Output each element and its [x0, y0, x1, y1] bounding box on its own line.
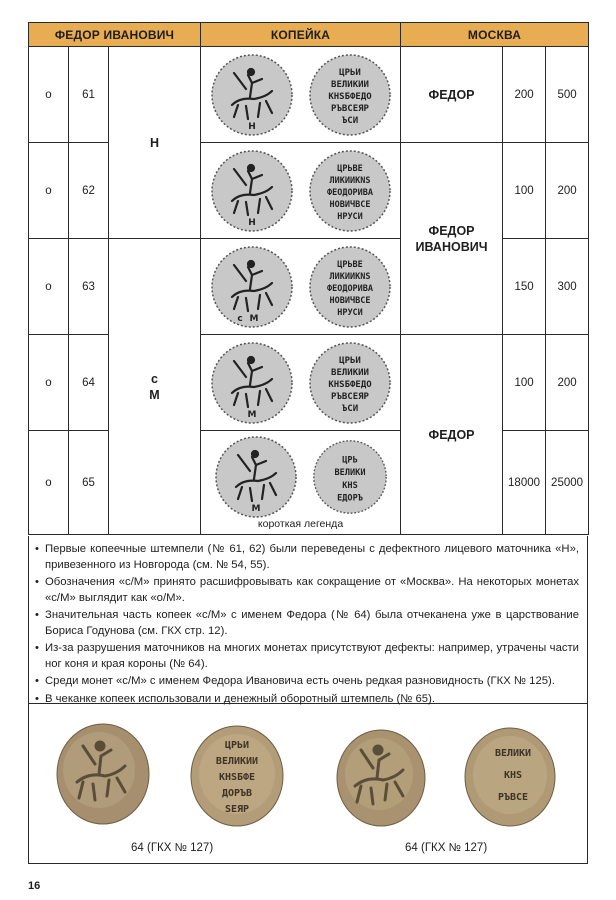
legend-line: ЪСИ [341, 403, 358, 414]
legend-line: НОВИЧВСЕ [329, 295, 371, 306]
coin-mark: М [251, 503, 261, 514]
legend-line: ФЕДОР [428, 223, 475, 238]
price-cell: 200 [503, 47, 546, 143]
price-cell: 300 [546, 239, 589, 335]
price-cell: 150 [503, 239, 546, 335]
obverse-coin-61 [210, 53, 294, 137]
photo-reverse-left [189, 724, 285, 828]
number-cell: 65 [69, 431, 109, 535]
number-cell: 63 [69, 239, 109, 335]
legend-cell-fedor-ivanovich [401, 143, 503, 335]
reverse-coin-65 [312, 439, 388, 515]
legend-line: РЪВСЕ [497, 792, 529, 803]
coin-mark: М [249, 313, 259, 324]
coin-images-61 [201, 47, 401, 143]
legend-line: ЦРЬВЕ [336, 163, 363, 174]
coin-images-62 [201, 143, 401, 239]
reverse-coin-63 [308, 245, 392, 329]
photo-obverse-left [55, 722, 151, 826]
legend-line: НОВИЧВСЕ [329, 199, 371, 210]
legend-line: ЛИКИИКNЅ [329, 271, 371, 282]
price-cell: 100 [503, 335, 546, 431]
note-item: • Среди монет «с/М» с именем Федора Ивановича есть очень редкая разновидность (ГКХ № 125). [35, 674, 579, 690]
legend-line: ВЕЛИКИ [334, 467, 366, 478]
table-header-row [29, 23, 589, 47]
price-cell: 18000 [503, 431, 546, 535]
reverse-coin-64 [308, 341, 392, 425]
mintmark-line: М [149, 387, 160, 402]
legend-line: ВЕЛИКИИ [330, 79, 369, 90]
legend-line: ВЕЛИКИИ [330, 367, 369, 378]
legend-line: ФЕОДОРИВА [326, 187, 373, 198]
legend-line: ЦРЬИ [338, 355, 361, 366]
price-cell: 100 [503, 143, 546, 239]
obverse-coin-63 [210, 245, 294, 329]
legend-line: РЪВСЕЯР [330, 103, 369, 114]
legend-line: НРУСИ [336, 307, 363, 318]
photo-caption-left: 64 (ГКХ № 127) [131, 842, 214, 854]
table-row [29, 239, 589, 335]
legend-line: ЪСИ [341, 115, 358, 126]
legend-line: ЛИКИИКNЅ [329, 175, 371, 186]
legend-line: ЕДОРЪ [336, 493, 363, 504]
legend-line: ЦРЬИ [224, 740, 250, 751]
photo-reverse-right [463, 726, 557, 828]
legend-line: ДОРЪВ [221, 788, 253, 799]
legend-line: ЦРЬ [341, 455, 358, 466]
legend-line: РЪВСЕЯР [330, 391, 369, 402]
header-ruler: ФЕДОР ИВАНОВИЧ [29, 23, 201, 47]
legend-line: ЦРЬВЕ [336, 259, 363, 270]
legend-line: ВЕЛИКИИ [215, 756, 259, 767]
legend-line: КНЅ [341, 480, 358, 491]
short-legend-caption: короткая легенда [257, 518, 344, 530]
photo-caption-right: 64 (ГКХ № 127) [405, 842, 488, 854]
coin-images-63 [201, 239, 401, 335]
coin-mark: с [236, 313, 243, 324]
price-cell: 200 [546, 335, 589, 431]
grade-cell: o [29, 335, 69, 431]
legend-line: ФЕОДОРИВА [326, 283, 373, 294]
legend-cell: ФЕДОР [401, 47, 503, 143]
coin-images-65 [201, 431, 401, 535]
obverse-coin-65 [214, 435, 298, 519]
number-cell: 64 [69, 335, 109, 431]
grade-cell: o [29, 143, 69, 239]
mintmark-sm [109, 239, 201, 535]
grade-cell: o [29, 239, 69, 335]
header-mint: МОСКВА [401, 23, 589, 47]
price-cell: 200 [546, 143, 589, 239]
legend-line: КНЅБФЕДО [327, 379, 372, 390]
notes-section [28, 536, 588, 704]
note-item: • Из-за разрушения маточников на многих монетах присутствуют дефекты: например, утрачены части ног коня и края короны (№ 64). [35, 641, 579, 672]
legend-line: ЅЕЯР [224, 804, 250, 815]
legend-line: КНЅБФЕДО [327, 91, 372, 102]
mintmark-line: с [151, 371, 158, 386]
number-cell: 61 [69, 47, 109, 143]
obverse-coin-62 [210, 149, 294, 233]
page-number: 16 [28, 880, 41, 892]
legend-line: КНЅБФЕ [218, 772, 256, 783]
legend-line: ЦРЬИ [338, 67, 361, 78]
price-cell: 25000 [546, 431, 589, 535]
coin-mark: Н [247, 121, 256, 132]
obverse-coin-64 [210, 341, 294, 425]
legend-line: НРУСИ [336, 211, 363, 222]
photo-obverse-right [335, 728, 427, 828]
coin-images-64 [201, 335, 401, 431]
coin-mark: М [247, 409, 257, 420]
mintmark-n: Н [109, 47, 201, 239]
coin-mark: Н [247, 217, 256, 228]
legend-line: ВЕЛИКИ [494, 748, 532, 759]
coin-photos-section [28, 704, 588, 864]
legend-line: ИВАНОВИЧ [415, 239, 488, 254]
reverse-coin-62 [308, 149, 392, 233]
price-cell: 500 [546, 47, 589, 143]
reverse-coin-61 [308, 53, 392, 137]
catalog-table [28, 22, 589, 535]
notes-list [35, 542, 579, 707]
note-item: • Первые копеечные штемпели (№ 61, 62) были переведены с дефектного лицевого маточника «Н», привезенного из Новгорода (см. № 54, 55). [35, 542, 579, 573]
table-row [29, 47, 589, 143]
grade-cell: o [29, 47, 69, 143]
note-item: • Значительная часть копеек «с/М» с именем Федора (№ 64) была отчеканена уже в царствование Бориса Годунова (см. ГКХ стр. 12). [35, 608, 579, 639]
legend-cell: ФЕДОР [401, 335, 503, 535]
grade-cell: o [29, 431, 69, 535]
header-denomination: КОПЕЙКА [201, 23, 401, 47]
number-cell: 62 [69, 143, 109, 239]
legend-line: КНЅ [503, 770, 523, 781]
note-item: • В чеканке копеек использовали и денежный оборотный штемпель (№ 65). [35, 692, 579, 708]
note-item: • Обозначения «с/М» принято расшифровывать как сокращение от «Москва». На некоторых монетах «с/М» выглядит как «о/М». [35, 575, 579, 606]
